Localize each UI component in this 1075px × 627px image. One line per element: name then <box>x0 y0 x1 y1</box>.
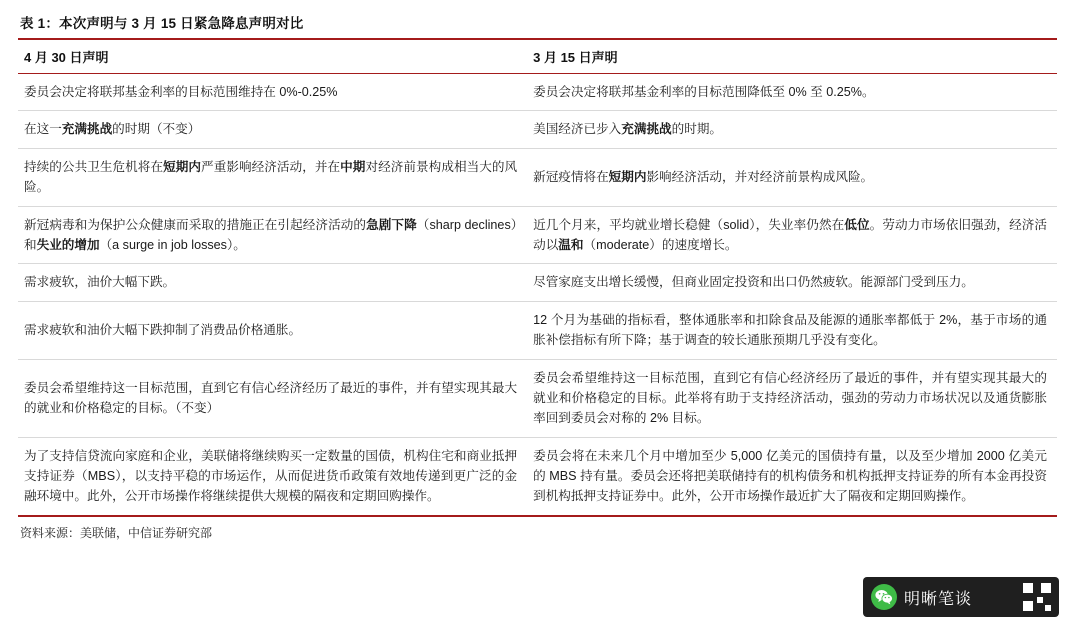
table-row <box>18 359 1057 437</box>
wechat-watermark <box>863 577 1059 617</box>
cell-april-statement: 需求疲软和油价大幅下跌抑制了消费品价格通胀。 <box>18 301 527 359</box>
cell-march-statement: 委员会决定将联邦基金利率的目标范围降低至 0% 至 0.25%。 <box>527 74 1057 111</box>
cell-march-statement: 新冠疫情将在短期内影响经济活动，并对经济前景构成风险。 <box>527 148 1057 206</box>
cell-april-statement: 委员会决定将联邦基金利率的目标范围维持在 0%-0.25% <box>18 74 527 111</box>
table-header <box>18 39 1057 74</box>
table-body <box>18 74 1057 516</box>
cell-april-statement: 需求疲软，油价大幅下跌。 <box>18 264 527 301</box>
comparison-table <box>18 38 1057 517</box>
wechat-account-label: 明晰笔谈 <box>904 590 973 608</box>
cell-april-statement: 持续的公共卫生危机将在短期内严重影响经济活动，并在中期对经济前景构成相当大的风险。 <box>18 148 527 206</box>
table-row <box>18 301 1057 359</box>
table-row <box>18 148 1057 206</box>
cell-march-statement: 委员会希望维持这一目标范围，直到它有信心经济经历了最近的事件，并有望实现其最大的就业和价格稳定的目标。此举将有助于支持经济活动，强劲的劳动力市场状况以及通货膨胀率回到委员会对称的 2% 目标。 <box>527 359 1057 437</box>
table-header-row <box>18 39 1057 74</box>
table-row <box>18 437 1057 516</box>
table-row <box>18 74 1057 111</box>
cell-march-statement: 尽管家庭支出增长缓慢，但商业固定投资和出口仍然疲软。能源部门受到压力。 <box>527 264 1057 301</box>
cell-march-statement: 12 个月为基础的指标看，整体通胀率和扣除食品及能源的通胀率都低于 2%，基于市场的通胀补偿指标有所下降；基于调查的较长通胀预期几乎没有变化。 <box>527 301 1057 359</box>
table-row <box>18 206 1057 264</box>
cell-april-statement: 在这一充满挑战的时期（不变） <box>18 111 527 148</box>
cell-march-statement: 委员会将在未来几个月中增加至少 5,000 亿美元的国债持有量，以及至少增加 2000 亿美元的 MBS 持有量。委员会还将把美联储持有的机构债务和机构抵押支持证券的所有本金再投资到机构抵押支持证券中。此外，公开市场操作最近扩大了隔夜和定期回购操作。 <box>527 437 1057 516</box>
table-row <box>18 264 1057 301</box>
table-caption: 表 1：本次声明与 3 月 15 日紧急降息声明对比 <box>20 16 304 31</box>
wechat-icon <box>871 584 897 610</box>
column-header-april: 4 月 30 日声明 <box>18 39 527 74</box>
column-header-march: 3 月 15 日声明 <box>527 39 1057 74</box>
cell-april-statement: 新冠病毒和为保护公众健康而采取的措施正在引起经济活动的急剧下降（sharp declines）和失业的增加（a surge in job losses）。 <box>18 206 527 264</box>
qr-code-icon <box>1023 583 1051 611</box>
cell-march-statement: 美国经济已步入充满挑战的时期。 <box>527 111 1057 148</box>
cell-april-statement: 为了支持信贷流向家庭和企业，美联储将继续购买一定数量的国债，机构住宅和商业抵押支持证券（MBS），以支持平稳的市场运作，从而促进货币政策有效地传递到更广泛的金融环境中。此外，公开市场操作将继续提供大规模的隔夜和定期回购操作。 <box>18 437 527 516</box>
table-row <box>18 111 1057 148</box>
source-note: 资料来源：美联储，中信证券研究部 <box>20 525 213 540</box>
cell-april-statement: 委员会希望维持这一目标范围，直到它有信心经济经历了最近的事件，并有望实现其最大的就业和价格稳定的目标。（不变） <box>18 359 527 437</box>
cell-march-statement: 近几个月来，平均就业增长稳健（solid），失业率仍然在低位。劳动力市场依旧强劲，经济活动以温和（moderate）的速度增长。 <box>527 206 1057 264</box>
